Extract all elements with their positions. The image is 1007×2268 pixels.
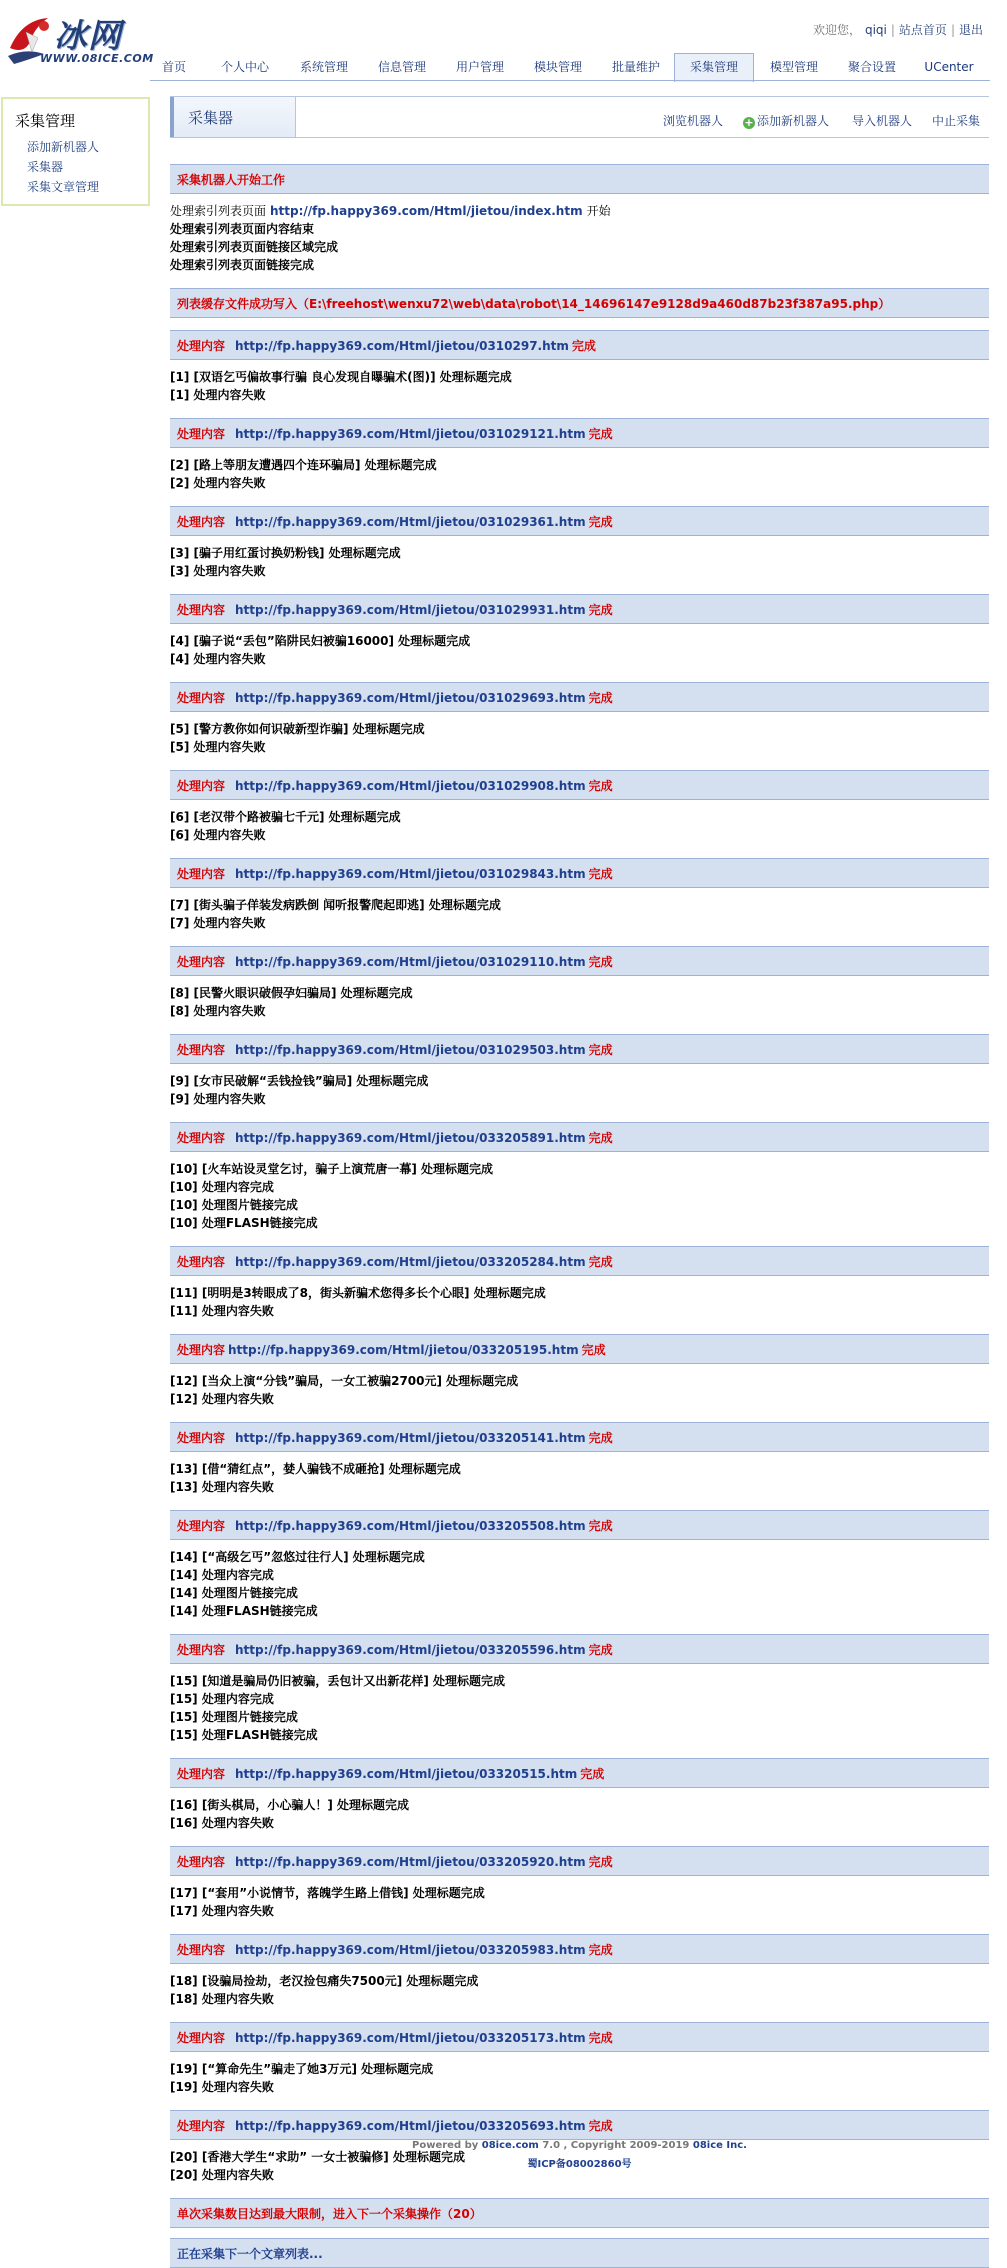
- sidebar-item-article-management[interactable]: 采集文章管理: [27, 180, 100, 194]
- nav-collection-management[interactable]: 采集管理: [674, 53, 754, 82]
- nav-aggregate-settings[interactable]: 聚合设置: [847, 60, 896, 74]
- log-item-bar: [170, 1246, 989, 1276]
- item-url: http://fp.happy369.com/Html/jietou/031029503.htm: [235, 1043, 586, 1057]
- log-item-bar: [170, 1634, 989, 1664]
- divider: |: [950, 23, 955, 37]
- spacer: [170, 2228, 989, 2238]
- log-limit-bar: 单次采集数目达到最大限制，进入下一个采集操作（20）: [170, 2198, 989, 2228]
- done-label: 完成: [588, 1043, 613, 1057]
- item-url: http://fp.happy369.com/Html/jietou/031029361.htm: [235, 515, 586, 529]
- done-label: 完成: [588, 2119, 613, 2133]
- done-label: 完成: [588, 691, 613, 705]
- item-url: http://fp.happy369.com/Html/jietou/033205983.htm: [235, 1943, 586, 1957]
- item-url: http://fp.happy369.com/Html/jietou/033205173.htm: [235, 2031, 586, 2045]
- log-line: [12] [当众上演“分钱”骗局，一女工被骗2700元] 处理标题完成: [170, 1374, 519, 1388]
- icp-link[interactable]: 蜀ICP备08002860号: [527, 2159, 632, 2170]
- log-start-lines: [170, 194, 989, 288]
- process-label: 处理内容: [177, 955, 226, 969]
- divider: |: [890, 23, 895, 37]
- item-url: http://fp.happy369.com/Html/jietou/033205920.htm: [235, 1855, 586, 1869]
- log-line: [1] [双语乞丐偏故事行骗 良心发现自曝骗术(图)] 处理标题完成: [170, 370, 512, 384]
- log-line: [12] 处理内容失败: [170, 1392, 274, 1406]
- log-item-bar: [170, 770, 989, 800]
- process-label: 处理内容: [177, 1255, 226, 1269]
- browse-robots-link[interactable]: 浏览机器人: [663, 114, 724, 128]
- log-line: 处理索引列表页面链接区域完成: [170, 240, 339, 254]
- stop-collection-link[interactable]: 中止采集: [932, 114, 981, 128]
- item-url: http://fp.happy369.com/Html/jietou/033205693.htm: [235, 2119, 586, 2133]
- log-line: [20] 处理内容失败: [170, 2168, 274, 2182]
- log-line: [10] 处理FLASH链接完成: [170, 1216, 318, 1230]
- log-line: [3] 处理内容失败: [170, 564, 266, 578]
- item-url: http://fp.happy369.com/Html/jietou/031029110.htm: [235, 955, 586, 969]
- log-line: [16] 处理内容失败: [170, 1816, 274, 1830]
- done-label: 完成: [588, 1943, 613, 1957]
- item-url: http://fp.happy369.com/Html/jietou/031029908.htm: [235, 779, 586, 793]
- collection-log: [170, 164, 989, 2268]
- done-label: 完成: [580, 1767, 605, 1781]
- log-item-bar: [170, 1510, 989, 1540]
- process-label: 处理内容: [177, 1343, 226, 1357]
- log-item-lines: [170, 800, 989, 858]
- log-item-bar: [170, 506, 989, 536]
- log-item-lines: [170, 448, 989, 506]
- header: [0, 0, 1007, 82]
- log-item-bar: [170, 1422, 989, 1452]
- log-line: [13] [借“猜红点”，婪人骗钱不成砸抢] 处理标题完成: [170, 1462, 461, 1476]
- log-line: [13] 处理内容失败: [170, 1480, 274, 1494]
- version-text: 7.0 , Copyright 2009-2019: [542, 2140, 690, 2151]
- log-cache-bar: 列表缓存文件成功写入（E:\freehost\wenxu72\web\data\robot\14_14696147e9128d9a460d87b23f387a95.php）: [170, 288, 989, 318]
- done-label: 完成: [588, 867, 613, 881]
- item-url: http://fp.happy369.com/Html/jietou/033205195.htm: [228, 1343, 579, 1357]
- log-item-bar: [170, 594, 989, 624]
- done-label: 完成: [588, 603, 613, 617]
- log-line: [18] [设骗局捡劫，老汉捡包痛失7500元] 处理标题完成: [170, 1974, 479, 1988]
- process-label: 处理内容: [177, 1643, 226, 1657]
- nav-info-management[interactable]: 信息管理: [377, 60, 426, 74]
- log-line: [14] 处理图片链接完成: [170, 1586, 298, 1600]
- done-label: 完成: [581, 1343, 606, 1357]
- done-label: 完成: [588, 515, 613, 529]
- item-url: http://fp.happy369.com/Html/jietou/0310297.htm: [235, 339, 569, 353]
- nav-model-management[interactable]: 模型管理: [769, 60, 818, 74]
- add-robot-label: 添加新机器人: [757, 114, 830, 128]
- item-url: http://fp.happy369.com/Html/jietou/031029693.htm: [235, 691, 586, 705]
- log-item-bar: [170, 1334, 989, 1364]
- log-line: [6] [老汉带个路被骗七千元] 处理标题完成: [170, 810, 401, 824]
- done-label: 完成: [588, 1131, 613, 1145]
- sidebar-item-add-robot[interactable]: 添加新机器人: [27, 140, 100, 154]
- nav-ucenter[interactable]: UCenter: [924, 60, 974, 74]
- log-line: [11] 处理内容失败: [170, 1304, 274, 1318]
- item-url: http://fp.happy369.com/Html/jietou/031029121.htm: [235, 427, 586, 441]
- log-item-bar: [170, 330, 989, 360]
- log-line: [15] [知道是骗局仍旧被骗，丢包计又出新花样] 处理标题完成: [170, 1674, 505, 1688]
- process-label: 处理内容: [177, 779, 226, 793]
- process-label: 处理内容: [177, 1943, 226, 1957]
- log-line: 处理索引列表页面链接完成: [170, 258, 315, 272]
- log-item-lines: [170, 888, 989, 946]
- sidebar-item-collector[interactable]: 采集器: [27, 160, 64, 174]
- log-start-bar: 采集机器人开始工作: [170, 164, 989, 194]
- log-item-bar: [170, 858, 989, 888]
- log-line: [14] 处理FLASH链接完成: [170, 1604, 318, 1618]
- log-line: [19] [“算命先生”骗走了她3万元] 处理标题完成: [170, 2062, 434, 2076]
- done-label: 完成: [588, 1643, 613, 1657]
- item-url: http://fp.happy369.com/Html/jietou/03320515.htm: [235, 1767, 578, 1781]
- process-label: 处理内容: [177, 603, 226, 617]
- log-item-bar: [170, 1758, 989, 1788]
- log-line: [9] 处理内容失败: [170, 1092, 266, 1106]
- log-line: [11] [明明是3转眼成了8，街头新骗术您得多长个心眼] 处理标题完成: [170, 1286, 546, 1300]
- process-label: 处理内容: [177, 1519, 226, 1533]
- log-line: [10] [火车站设灵堂乞讨，骗子上演荒唐一幕] 处理标题完成: [170, 1162, 493, 1176]
- log-line: [3] [骗子用红蛋讨换奶粉钱] 处理标题完成: [170, 546, 401, 560]
- logout-link[interactable]: 退出: [958, 23, 983, 37]
- log-item-bar: [170, 946, 989, 976]
- log-line: [5] [警方教你如何识破新型诈骗] 处理标题完成: [170, 722, 425, 736]
- subheader: [170, 96, 989, 138]
- log-line: [15] 处理内容完成: [170, 1692, 274, 1706]
- log-line: [10] 处理图片链接完成: [170, 1198, 298, 1212]
- page-title: 采集器: [188, 109, 234, 127]
- add-robot-link[interactable]: [743, 112, 829, 129]
- log-item-lines: [170, 1664, 989, 1758]
- nav-user-management[interactable]: 用户管理: [455, 60, 504, 74]
- process-label: 处理内容: [177, 867, 226, 881]
- log-item-lines: [170, 712, 989, 770]
- process-label: 处理内容: [177, 1767, 226, 1781]
- site-logo[interactable]: [4, 8, 154, 68]
- log-line: 处理索引列表页面内容结束: [170, 222, 315, 236]
- process-label: 处理内容: [177, 691, 226, 705]
- done-label: 完成: [588, 1255, 613, 1269]
- log-item-bar: [170, 1122, 989, 1152]
- log-line: [7] [街头骗子佯装发病跌倒 闻听报警爬起即逃] 处理标题完成: [170, 898, 501, 912]
- log-item-lines: [170, 976, 989, 1034]
- log-line: [14] 处理内容完成: [170, 1568, 274, 1582]
- log-line: [6] 处理内容失败: [170, 828, 266, 842]
- import-robot-link[interactable]: 导入机器人: [852, 114, 913, 128]
- nav-divider: [150, 80, 990, 81]
- item-url: http://fp.happy369.com/Html/jietou/033205141.htm: [235, 1431, 586, 1445]
- process-label: 处理内容: [177, 427, 226, 441]
- index-url: http://fp.happy369.com/Html/jietou/index.htm: [270, 204, 583, 218]
- nav-personal-center[interactable]: 个人中心: [220, 60, 269, 74]
- site-home-link[interactable]: 站点首页: [898, 23, 947, 37]
- powered-text: Powered by: [412, 2140, 479, 2151]
- log-line: [5] 处理内容失败: [170, 740, 266, 754]
- log-line-text: 开始: [586, 204, 611, 218]
- add-icon: +: [744, 116, 754, 129]
- process-label: 处理内容: [177, 1431, 226, 1445]
- log-item-bar: [170, 2022, 989, 2052]
- done-label: 完成: [588, 1855, 613, 1869]
- nav-system-management[interactable]: 系统管理: [299, 60, 348, 74]
- nav-batch-maintenance[interactable]: 批量维护: [611, 60, 660, 74]
- log-item-lines: [170, 360, 989, 418]
- log-item-lines: [170, 624, 989, 682]
- logo-text: 冰网: [54, 16, 122, 55]
- log-item-lines: [170, 1876, 989, 1934]
- log-line: [15] 处理图片链接完成: [170, 1710, 298, 1724]
- process-label: 处理内容: [177, 1043, 226, 1057]
- process-label: 处理内容: [177, 2119, 226, 2133]
- log-line: [18] 处理内容失败: [170, 1992, 274, 2006]
- log-item-lines: [170, 1364, 989, 1422]
- log-line: [7] 处理内容失败: [170, 916, 266, 930]
- done-label: 完成: [588, 1431, 613, 1445]
- sidebar-title: 采集管理: [15, 112, 76, 130]
- nav-home[interactable]: 首页: [161, 60, 186, 74]
- sidebar: [1, 97, 150, 206]
- log-item-bar: [170, 682, 989, 712]
- log-item-lines: [170, 1276, 989, 1334]
- log-line: [19] 处理内容失败: [170, 2080, 274, 2094]
- log-line: [10] 处理内容完成: [170, 1180, 274, 1194]
- log-item-lines: [170, 1064, 989, 1122]
- item-url: http://fp.happy369.com/Html/jietou/033205596.htm: [235, 1643, 586, 1657]
- username-link[interactable]: qiqi: [864, 23, 887, 37]
- product-link[interactable]: 08ice.com: [481, 2140, 539, 2151]
- footer: [170, 2140, 989, 2170]
- log-line: [15] 处理FLASH链接完成: [170, 1728, 318, 1742]
- log-items: [170, 330, 989, 2198]
- log-item-lines: [170, 2052, 989, 2110]
- item-url: http://fp.happy369.com/Html/jietou/031029931.htm: [235, 603, 586, 617]
- company-link[interactable]: 08ice Inc.: [692, 2140, 747, 2151]
- item-url: http://fp.happy369.com/Html/jietou/031029843.htm: [235, 867, 586, 881]
- log-item-lines: [170, 1452, 989, 1510]
- log-line: [4] 处理内容失败: [170, 652, 266, 666]
- log-line: [16] [街头棋局，小心骗人！] 处理标题完成: [170, 1798, 409, 1812]
- item-url: http://fp.happy369.com/Html/jietou/033205891.htm: [235, 1131, 586, 1145]
- log-item-lines: [170, 1964, 989, 2022]
- log-item-lines: [170, 1152, 989, 1246]
- item-url: http://fp.happy369.com/Html/jietou/033205508.htm: [235, 1519, 586, 1533]
- log-line: [8] [民警火眼识破假孕妇骗局] 处理标题完成: [170, 986, 413, 1000]
- done-label: 完成: [588, 2031, 613, 2045]
- subheader-tab: [170, 97, 296, 137]
- log-item-bar: [170, 1846, 989, 1876]
- welcome-text: 欢迎您，: [812, 23, 861, 37]
- log-line: [17] 处理内容失败: [170, 1904, 274, 1918]
- done-label: 完成: [571, 339, 596, 353]
- log-item-bar: [170, 418, 989, 448]
- log-line: [9] [女市民破解“丢钱捡钱”骗局] 处理标题完成: [170, 1074, 429, 1088]
- spacer: [170, 318, 989, 330]
- process-label: 处理内容: [177, 515, 226, 529]
- log-item-bar: [170, 1934, 989, 1964]
- nav-module-management[interactable]: 模块管理: [533, 60, 582, 74]
- item-url: http://fp.happy369.com/Html/jietou/033205284.htm: [235, 1255, 586, 1269]
- top-links: [813, 21, 983, 38]
- log-line: [2] 处理内容失败: [170, 476, 266, 490]
- log-item-bar: [170, 2110, 989, 2140]
- log-item-lines: [170, 1540, 989, 1634]
- main-nav: [150, 53, 990, 80]
- log-line: [17] [“套用”小说情节，落魄学生路上借钱] 处理标题完成: [170, 1886, 485, 1900]
- log-line: [4] [骗子说“丢包”陷阱民妇被骗16000] 处理标题完成: [170, 634, 471, 648]
- log-line: [20] [香港大学生“求助” 一女士被骗修] 处理标题完成: [170, 2150, 465, 2164]
- log-item-lines: [170, 536, 989, 594]
- done-label: 完成: [588, 779, 613, 793]
- log-line-text: 处理索引列表页面: [170, 204, 267, 218]
- done-label: 完成: [588, 955, 613, 969]
- process-label: 处理内容: [177, 1131, 226, 1145]
- done-label: 完成: [588, 1519, 613, 1533]
- log-line: [14] [“高级乞丐”忽悠过往行人] 处理标题完成: [170, 1550, 425, 1564]
- log-line: [170, 202, 989, 220]
- log-next-bar: 正在采集下一个文章列表...: [170, 2238, 989, 2268]
- process-label: 处理内容: [177, 339, 226, 353]
- log-line: [8] 处理内容失败: [170, 1004, 266, 1018]
- done-label: 完成: [588, 427, 613, 441]
- logo-domain: WWW.08ICE.COM: [40, 52, 154, 65]
- log-line: [1] 处理内容失败: [170, 388, 266, 402]
- log-line: [2] [路上等朋友遭遇四个连环骗局] 处理标题完成: [170, 458, 437, 472]
- process-label: 处理内容: [177, 2031, 226, 2045]
- log-item-bar: [170, 1034, 989, 1064]
- process-label: 处理内容: [177, 1855, 226, 1869]
- log-item-lines: [170, 1788, 989, 1846]
